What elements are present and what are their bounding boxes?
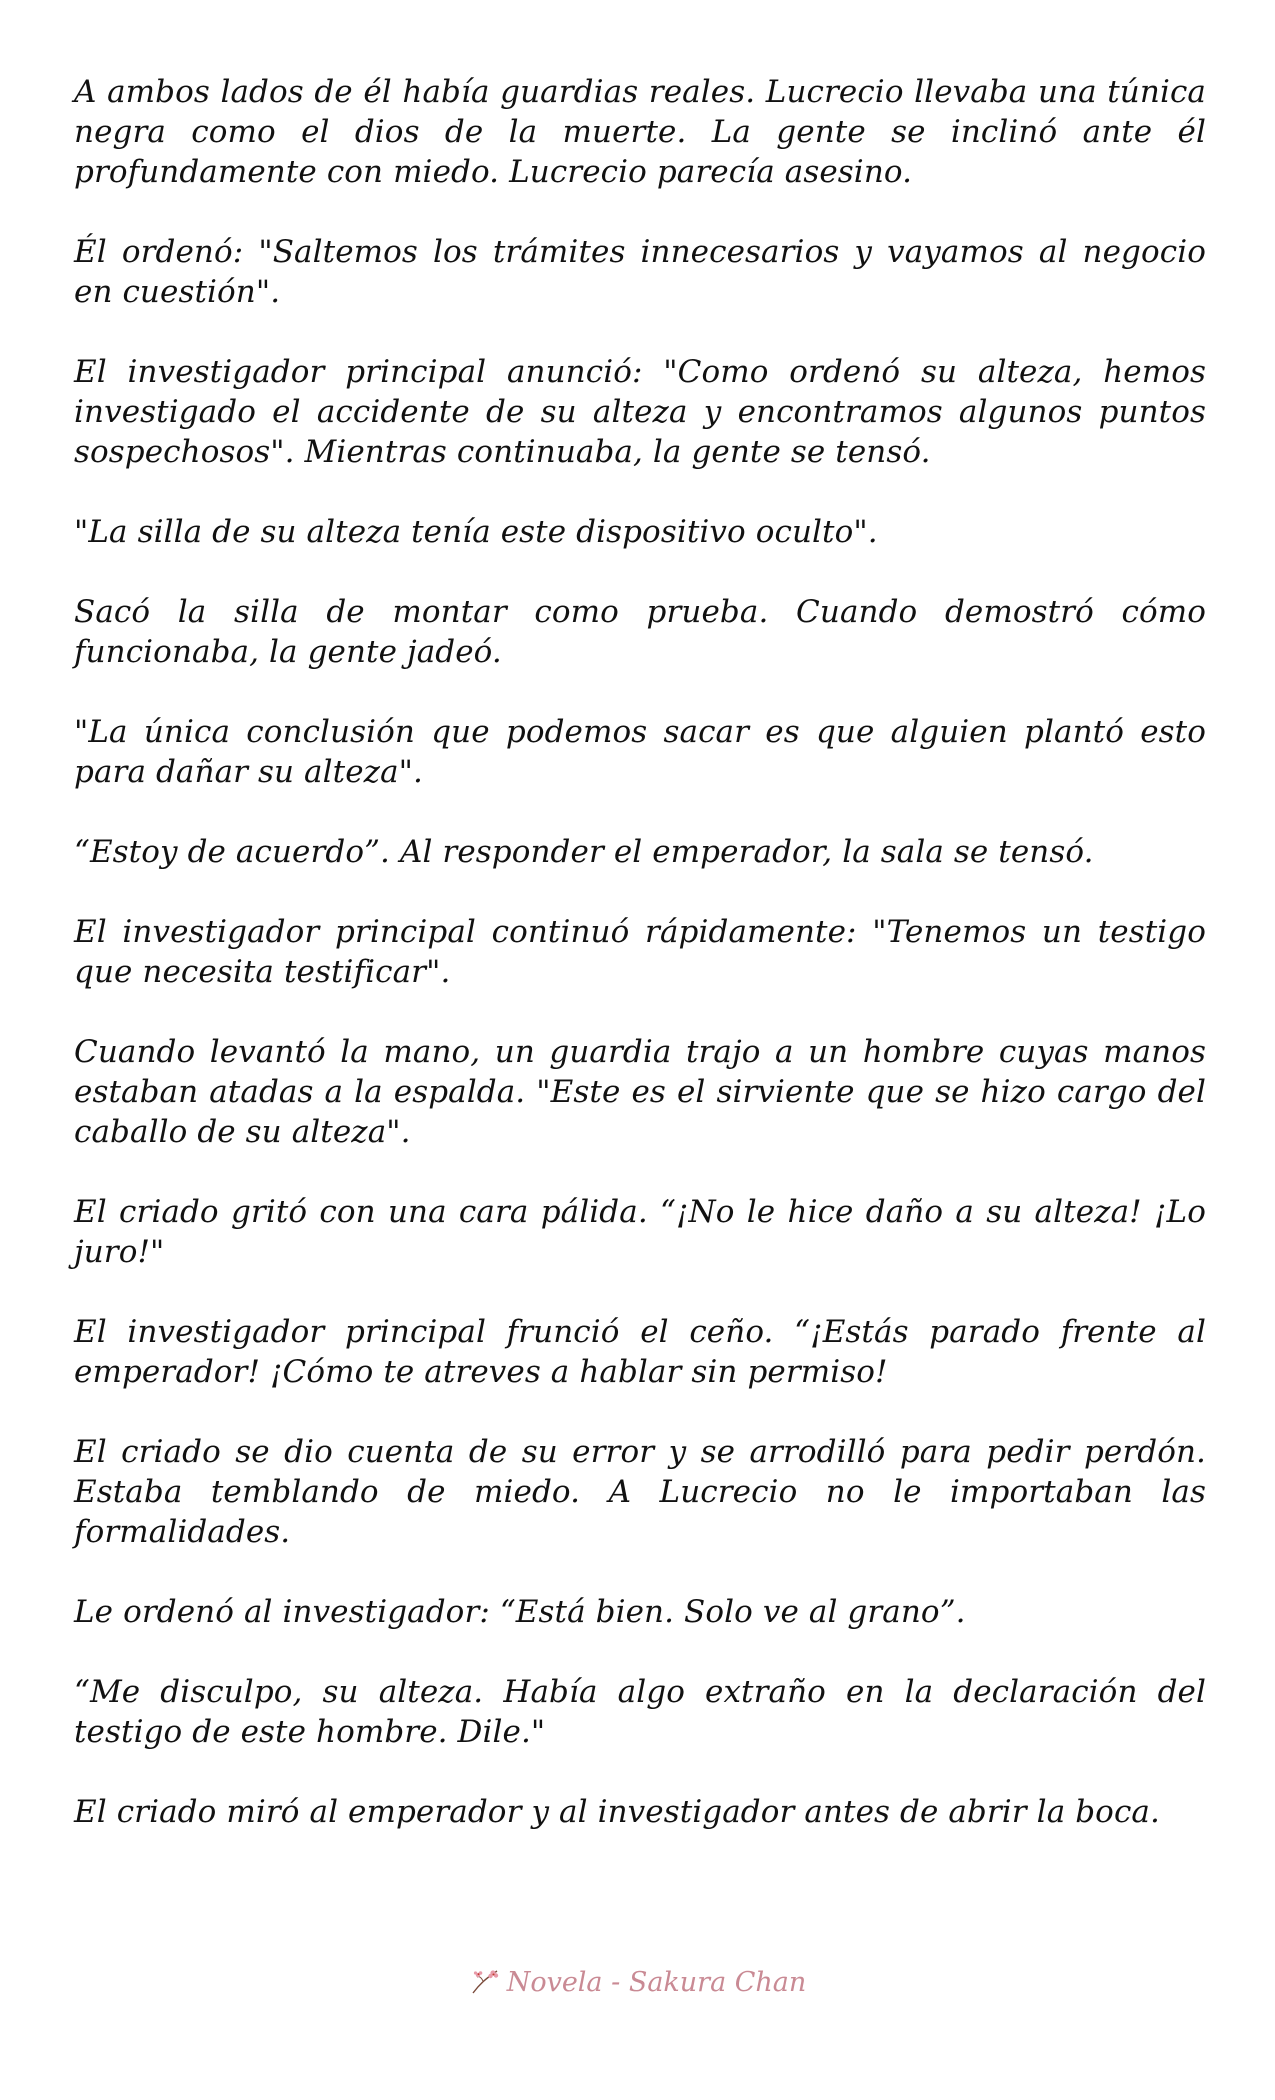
paragraph-12: El criado se dio cuenta de su error y se arrodilló para pedir perdón. Estaba temblando de miedo. A Lucrecio no le importaban las formalidades. xyxy=(74,1434,1206,1550)
paragraph-6: "La única conclusión que podemos sacar es que alguien plantó esto para dañar su alteza". xyxy=(74,714,1206,790)
paragraph-15: El criado miró al emperador y al investigador antes de abrir la boca. xyxy=(74,1794,1160,1830)
paragraph-2: Él ordenó: "Saltemos los trámites innecesarios y vayamos al negocio en cuestión". xyxy=(74,234,1206,310)
paragraph-9: Cuando levantó la mano, un guardia trajo a un hombre cuyas manos estaban atadas a la espalda. "Este es el sirviente que se hizo cargo del caballo de su alteza". xyxy=(74,1034,1206,1150)
paragraph-11: El investigador principal frunció el ceño. “¡Estás parado frente al emperador! ¡Cómo te atreves a hablar sin permiso! xyxy=(74,1314,1206,1390)
sakura-flower-icon xyxy=(469,1967,501,1995)
paragraph-3: El investigador principal anunció: "Como ordenó su alteza, hemos investigado el accidente de su alteza y encontramos algunos puntos sospechosos". Mientras continuaba, la gente se tensó. xyxy=(74,354,1206,470)
document-body xyxy=(74,72,1206,1872)
paragraph-8: El investigador principal continuó rápidamente: "Tenemos un testigo que necesita testificar". xyxy=(74,914,1206,990)
paragraph-10: El criado gritó con una cara pálida. “¡No le hice daño a su alteza! ¡Lo juro!" xyxy=(74,1194,1206,1270)
footer-watermark xyxy=(0,1966,1275,2000)
paragraph-4: "La silla de su alteza tenía este dispositivo oculto". xyxy=(74,514,878,550)
footer-text: Novela - Sakura Chan xyxy=(506,1967,807,1998)
paragraph-13: Le ordenó al investigador: “Está bien. Solo ve al grano”. xyxy=(74,1594,966,1630)
paragraph-14: “Me disculpo, su alteza. Había algo extraño en la declaración del testigo de este hombre. Dile." xyxy=(74,1674,1206,1750)
paragraph-5: Sacó la silla de montar como prueba. Cuando demostró cómo funcionaba, la gente jadeó. xyxy=(74,594,1206,670)
paragraph-7: “Estoy de acuerdo”. Al responder el emperador, la sala se tensó. xyxy=(74,834,1094,870)
paragraph-1: A ambos lados de él había guardias reales. Lucrecio llevaba una túnica negra como el dios de la muerte. La gente se inclinó ante él profundamente con miedo. Lucrecio parecía asesino. xyxy=(74,74,1206,190)
